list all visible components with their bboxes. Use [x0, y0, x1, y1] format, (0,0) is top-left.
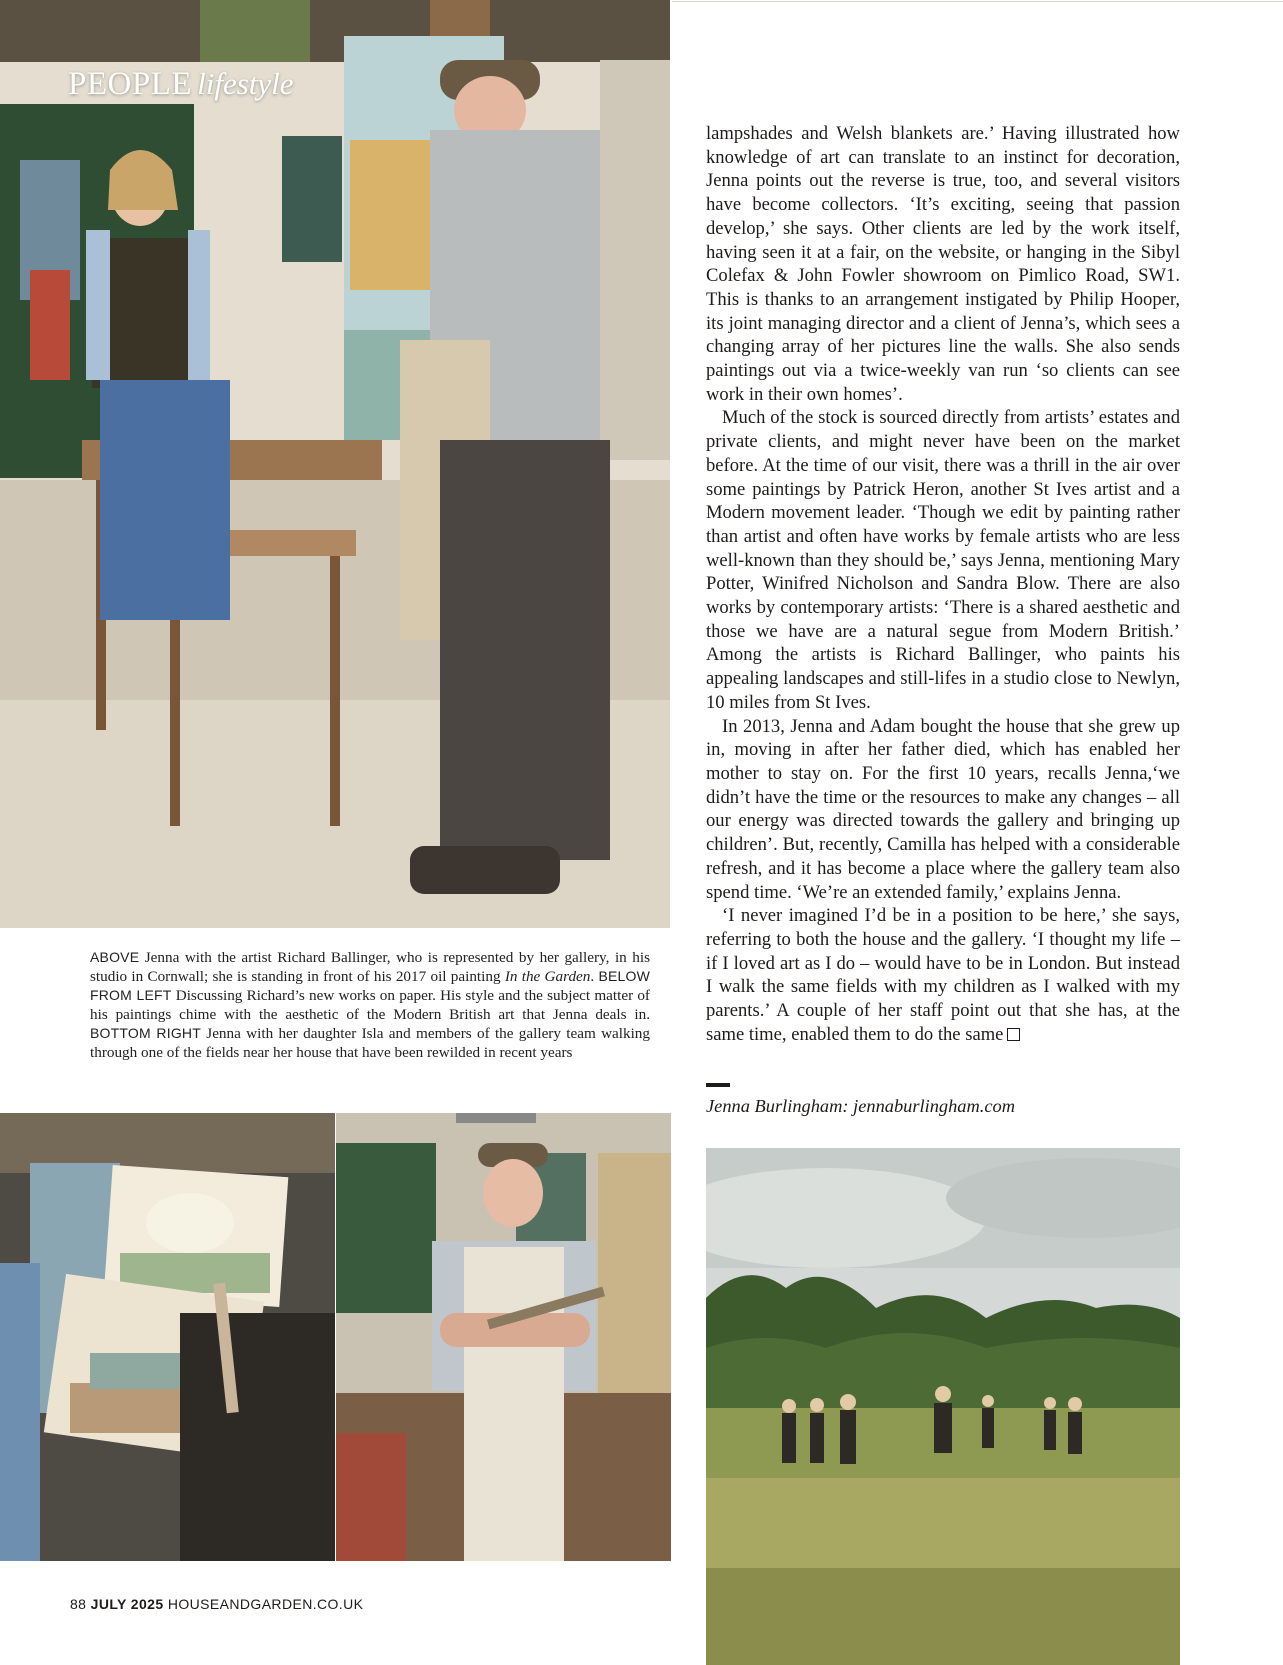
body-paragraph: In 2013, Jenna and Adam bought the house that she grew up in, moving in after her father died, which has enabled her mother to stay on. For the first 10 years, recalls Jenna,‘we didn’t have the time or the resources to make any changes – all our energy was directed towards the gallery and bringing up children’. But, recently, Camilla has helped with a considerable refresh, and it has become a place where the gallery team also spend time. ‘We’re an extended family,’ explains Jenna. [706, 715, 1180, 903]
end-mark-icon [1007, 1028, 1020, 1041]
photo-caption [90, 948, 650, 1062]
caption-key-below: BELOW FROM LEFT [90, 968, 651, 1003]
section-label [68, 66, 294, 103]
gallery-credit: Jenna Burlingham: jennaburlingham.com [706, 1096, 1016, 1116]
caption-text-2: Discussing Richard’s new works on paper. His style and the subject matter of his paintings chime with the aesthetic of the Modern British art that Jenna deals in. [90, 987, 650, 1023]
section-primary: PEOPLE [68, 66, 193, 102]
caption-text-1-end: . [590, 968, 599, 985]
body-paragraph: lampshades and Welsh blankets are.’ Having illustrated how knowledge of art can translate to an instinct for decoration, Jenna points out the reverse is true, too, and several visitors have become collectors. ‘It’s exciting, seeing that passion develop,’ she says. Other clients are led by the work itself, having seen it at a fair, on the website, or hanging in the Sibyl Colefax & John Fowler showroom on Pimlico Road, SW1. This is thanks to an arrangement instigated by Philip Hooper, its joint managing director and a client of Jenna’s, which sees a changing array of her pictures line the walls. She also sends paintings out via a twice-weekly van run ‘so clients can see work in their own homes’. [706, 123, 1180, 405]
site-name: HOUSEANDGARDEN.CO.UK [167, 1596, 364, 1612]
caption-key-bottom-right: BOTTOM RIGHT [90, 1025, 201, 1041]
body-paragraph-last [706, 904, 1180, 1046]
section-secondary: lifestyle [197, 66, 294, 101]
article-body [706, 122, 1180, 1046]
artist-portrait [336, 1113, 671, 1561]
issue-date: JULY 2025 [90, 1596, 164, 1612]
viewing-works-photo [0, 1113, 335, 1561]
body-paragraph: Much of the stock is sourced directly from artists’ estates and private clients, and might never have been on the market before. At the time of our visit, there was a thrill in the air over some paintings by Patrick Heron, another St Ives artist and a Modern movement leader. ‘Though we edit by painting rather than artist and often have works by female artists who are less well-known than they should be,’ says Jenna, mentioning Mary Potter, Winifred Nicholson and Sandra Blow. There are also works by contemporary artists: ‘There is a shared aesthetic and those we have are a natural segue from Modern British.’ Among the artists is Richard Ballinger, who paints his appealing landscapes and still-lifes in a studio close to Newlyn, 10 miles from St Ives. [706, 407, 1180, 713]
studio-photo [0, 0, 670, 928]
page-number: 88 [70, 1596, 87, 1612]
body-paragraph-text: ‘I never imagined I’d be in a position to be here,’ she says, referring to both the house and the gallery. ‘I thought my life – if I loved art as I do – would have to be in London. But instead I walk the same fields with my children as I walked with my parents.’ A couple of her staff point out that she has, at the same time, enabled them to do the same [706, 905, 1180, 1045]
top-rule [672, 1, 1283, 2]
caption-key-above: ABOVE [90, 949, 140, 965]
credit-rule [706, 1083, 730, 1087]
page-footer [70, 1596, 363, 1612]
field-photo [706, 1148, 1180, 1665]
caption-text-3: Jenna with her daughter Isla and members of the gallery team walking through one of the fields near her house that have been rewilded in recent years [90, 1025, 650, 1061]
caption-painting-title: In the Garden [504, 968, 591, 985]
caption-text-1: Jenna with the artist Richard Ballinger, who is represented by her gallery, in his studio in Cornwall; she is standing in front of his 2017 oil painting [90, 949, 650, 985]
